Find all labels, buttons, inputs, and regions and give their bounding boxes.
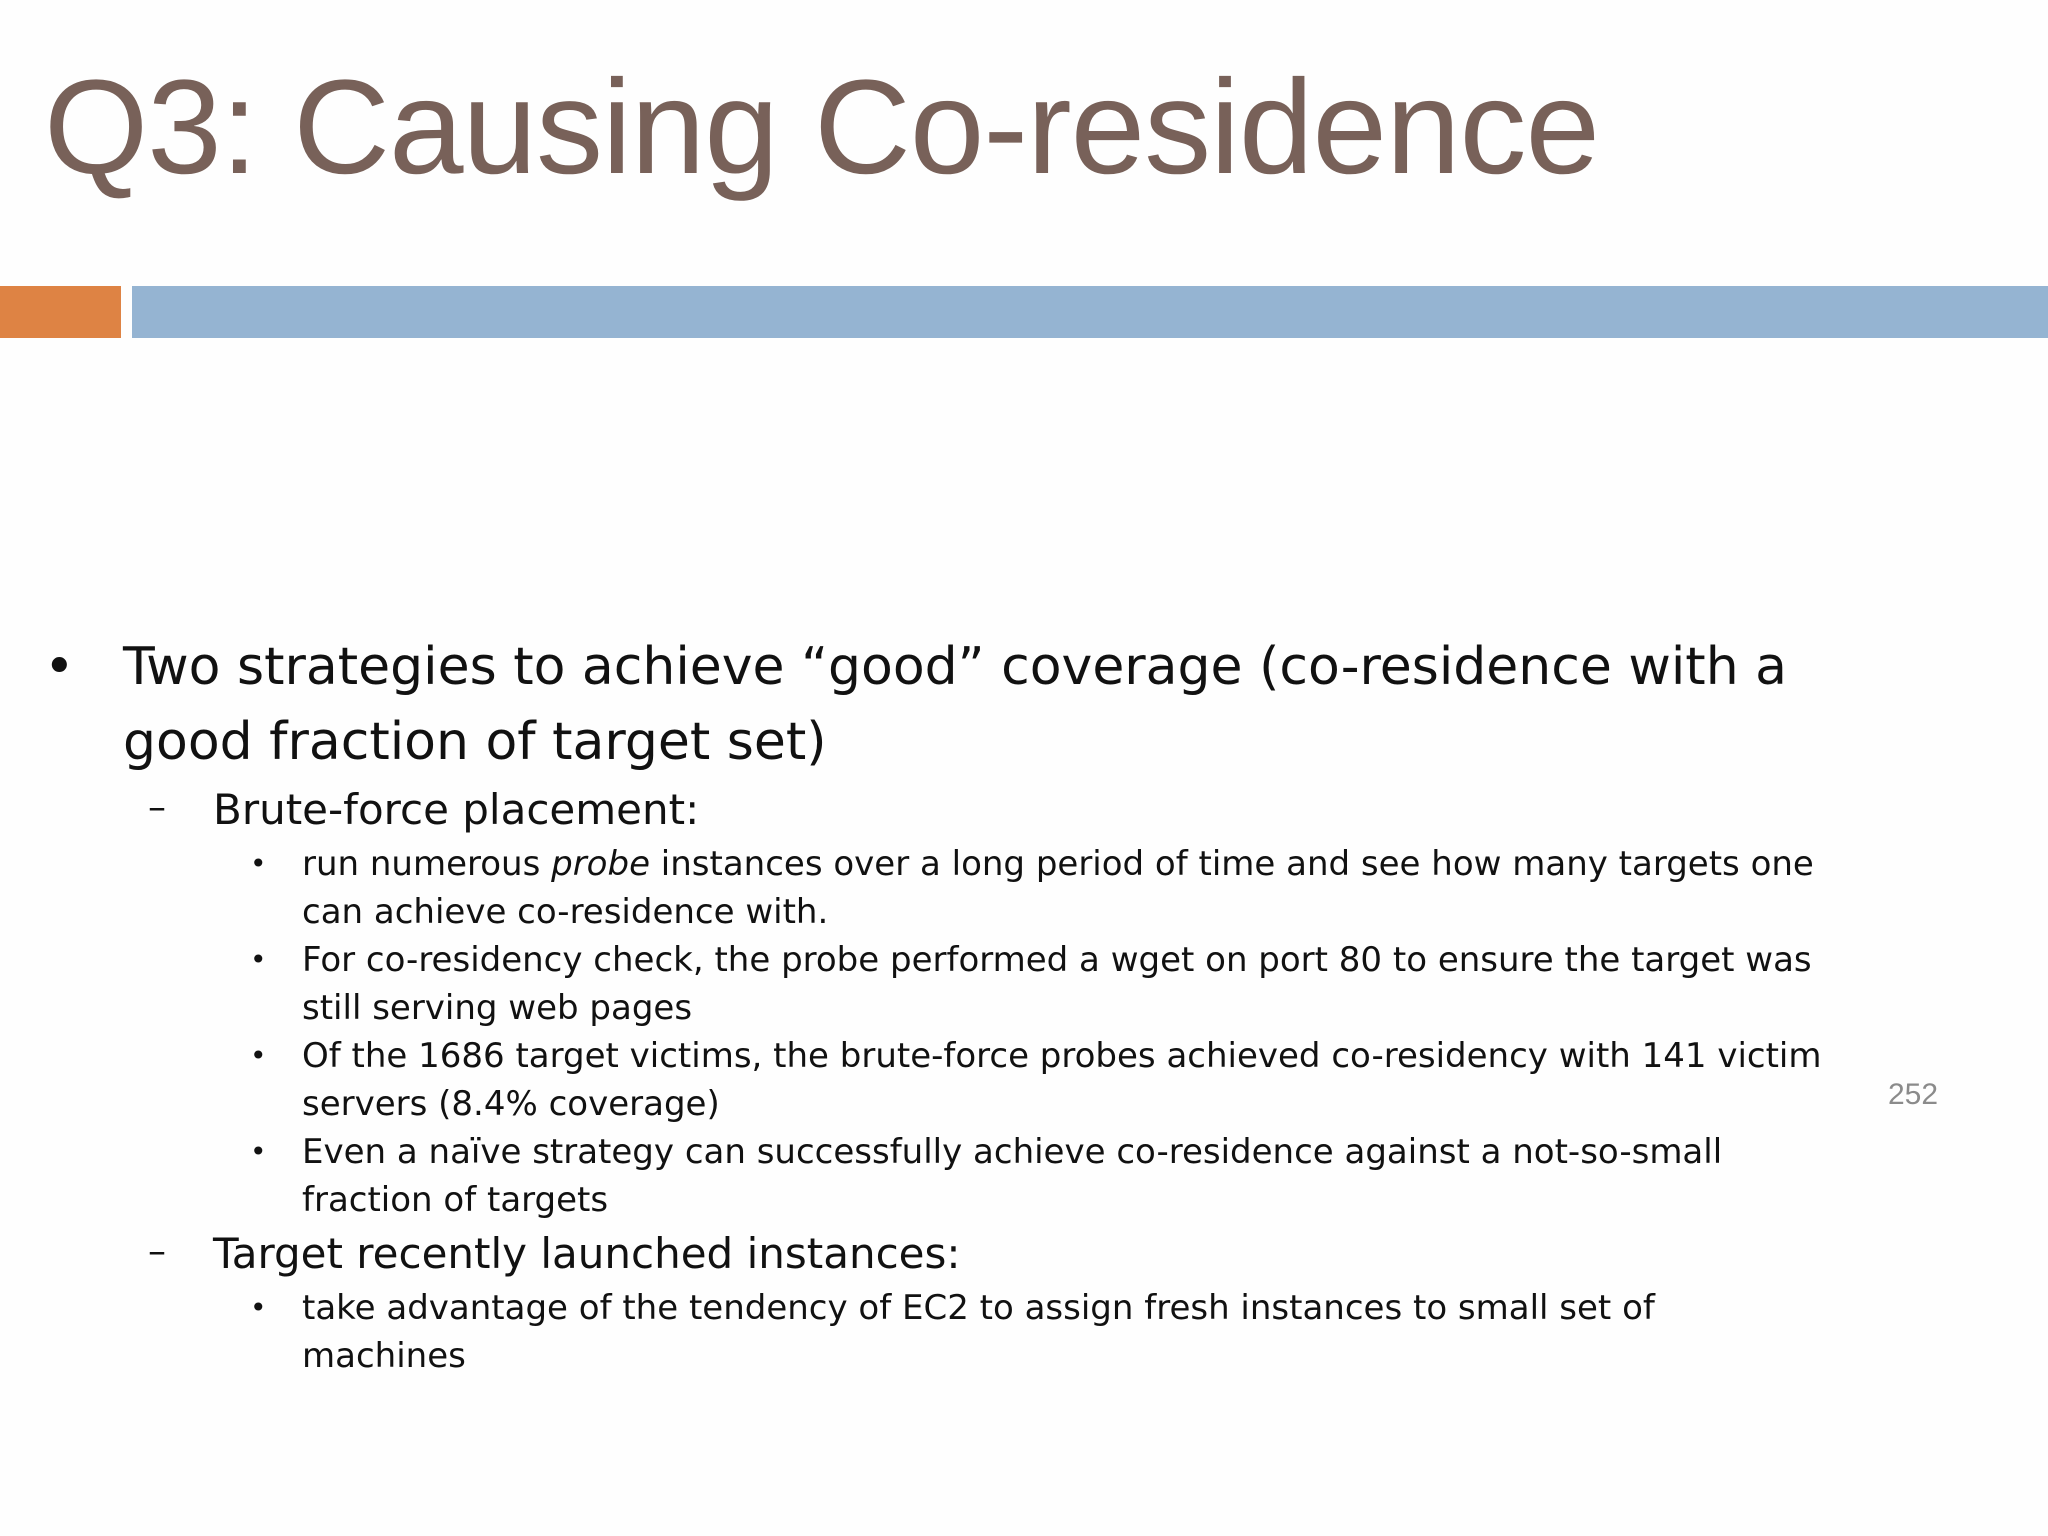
list-item-text: take advantage of the tendency of EC2 to assign fresh instances to small set of machines	[302, 1288, 1655, 1376]
page-number: 252	[1888, 1078, 1939, 1111]
bullet-icon: •	[250, 1291, 267, 1324]
list-item	[0, 936, 1822, 1032]
sub-bullet-brute-force	[0, 780, 1900, 840]
bullet-icon: •	[250, 847, 267, 880]
list-item	[0, 1284, 1822, 1380]
list-item-text: For co-residency check, the probe performed a wget on port 80 to ensure the target was still serving web pages	[302, 940, 1812, 1028]
bullet-icon: •	[250, 1039, 267, 1072]
list-item	[0, 1128, 1822, 1224]
list-item-text: run numerous probe instances over a long period of time and see how many targets one can achieve co-residence with.	[302, 844, 1814, 932]
sub-bullet-brute-force-label: Brute-force placement:	[213, 785, 700, 834]
dash-icon: –	[148, 1231, 166, 1272]
accent-bar-blue	[132, 286, 2048, 338]
list-item-text: Of the 1686 target victims, the brute-force probes achieved co-residency with 141 victim servers (8.4% coverage)	[302, 1036, 1822, 1124]
list-item	[0, 1032, 1822, 1128]
list-item-text: Even a naïve strategy can successfully achieve co-residence against a not-so-small fraction of targets	[302, 1132, 1723, 1220]
bullet-icon: •	[44, 637, 75, 697]
list-item	[0, 840, 1822, 936]
bullet-icon: •	[250, 943, 267, 976]
emphasis-probe: probe	[551, 844, 650, 884]
sub-bullet-recent-instances-label: Target recently launched instances:	[213, 1229, 961, 1278]
sub-bullet-recent-instances	[0, 1224, 1900, 1284]
bullet-list	[0, 630, 1900, 1380]
bullet-main	[0, 630, 1900, 780]
bullet-icon: •	[250, 1135, 267, 1168]
bullet-main-text: Two strategies to achieve “good” coverage (co-residence with a good fraction of target set)	[123, 637, 1788, 772]
accent-bar-orange	[0, 286, 121, 338]
slide-title: Q3: Causing Co-residence	[44, 53, 1600, 202]
dash-icon: –	[148, 787, 166, 828]
